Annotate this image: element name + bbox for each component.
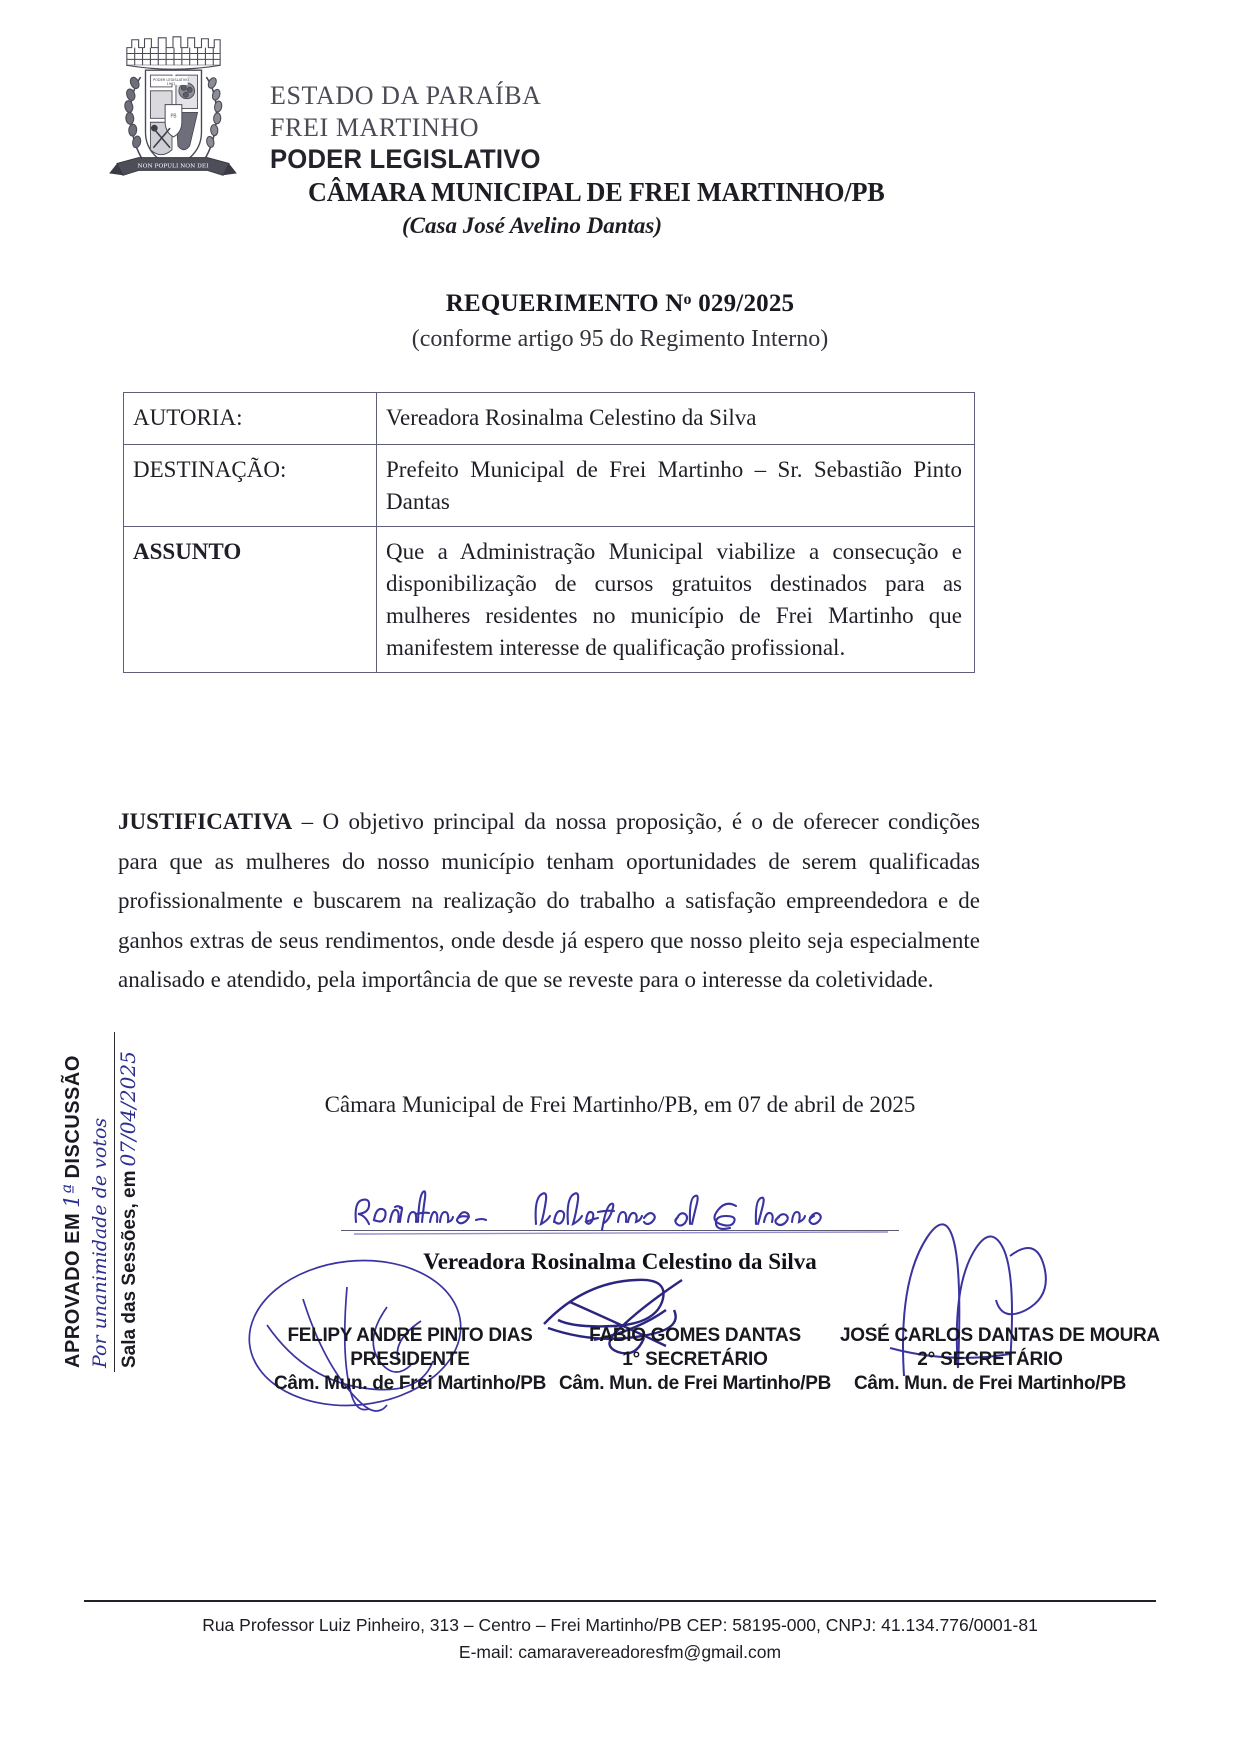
footer-email: E-mail: camaravereadoresfm@gmail.com (458, 1642, 782, 1663)
second-secretary-role: 2° SECRETÁRIO (917, 1349, 1063, 1370)
table-row (124, 527, 975, 673)
svg-text:PB: PB (170, 113, 177, 120)
stamp-approval-line (60, 1028, 85, 1368)
signature-block-president (260, 1325, 560, 1395)
justificativa-paragraph (118, 802, 980, 1000)
first-secretary-name: FABIO GOMES DANTAS (589, 1325, 801, 1346)
table-value-autoria: Vereadora Rosinalma Celestino da Silva (377, 393, 975, 445)
page-title-ordinal: o (683, 291, 692, 308)
table-value-assunto: Que a Administração Municipal viabilize a consecução e disponibilização de cursos gratuitos destinados para as mulheres residentes no município de Frei Martinho que manifestem interesse de qualificação profissional. (377, 527, 975, 673)
approval-stamp (58, 1030, 188, 1370)
header-titles (270, 22, 902, 240)
footer-address: Rua Professor Luiz Pinheiro, 313 – Centro – Frei Martinho/PB CEP: 58195-000, CNPJ: 41.134.776/0001-81 (202, 1615, 1038, 1635)
header-line-estado: ESTADO DA PARAÍBA (270, 81, 542, 110)
table-label-destinacao: DESTINAÇÃO: (124, 445, 377, 527)
second-secretary-organ: Câm. Mun. de Frei Martinho/PB (853, 1373, 1127, 1394)
document-footer (0, 1612, 1240, 1666)
stamp-session-line (116, 1028, 141, 1368)
coat-of-arms-icon (98, 26, 248, 191)
table-row (124, 445, 975, 527)
stamp-session-date: 07/04/2025 (116, 1051, 140, 1167)
table-label-autoria: AUTORIA: (124, 393, 377, 445)
signature-block-second-secretary (840, 1325, 1160, 1395)
stamp-approval-suffix: DISCUSSÃO (62, 1055, 84, 1179)
second-secretary-name: JOSÉ CARLOS DANTAS DE MOURA (840, 1325, 1160, 1346)
president-role: PRESIDENTE (350, 1349, 470, 1370)
council-signatures (200, 1205, 1160, 1405)
header-line-municipio: FREI MARTINHO (270, 112, 480, 142)
president-organ: Câm. Mun. de Frei Martinho/PB (273, 1373, 547, 1394)
first-secretary-organ: Câm. Mun. de Frei Martinho/PB (558, 1373, 832, 1394)
page-subtitle: (conforme artigo 95 do Regimento Interno) (411, 326, 829, 352)
motto-ribbon (109, 158, 237, 176)
table-label-assunto: ASSUNTO (124, 527, 377, 673)
requirement-table (123, 392, 975, 673)
header-line-poder: PODER LEGISLATIVO (270, 144, 541, 175)
stamp-session-prefix: Sala das Sessões, em (119, 1170, 140, 1368)
justificativa-body: – O objetivo principal da nossa proposição, é o de oferecer condições para que as mulheres do nosso município tenham oportunidades de serem qualificadas profissionalmente e buscarem na realização do trabalho a satisfação empreendedora e de ganhos extras de seus rendimentos, onde desde já espero que nosso pleito seja especialmente analisado e atendido, pela importância de que se reveste para o interesse da coletividade. (118, 809, 980, 993)
table-row (124, 393, 975, 445)
stamp-approval-prefix: APROVADO EM (62, 1212, 84, 1368)
page-title-text: REQUERIMENTO N (445, 290, 684, 317)
table-value-destinacao: Prefeito Municipal de Frei Martinho – Sr. Sebastião Pinto Dantas (377, 445, 975, 527)
first-secretary-role: 1° SECRETÁRIO (622, 1349, 768, 1370)
svg-text:1961: 1961 (166, 81, 176, 86)
stamp-approval-hand: 1ª (60, 1183, 84, 1208)
president-name: FELIPY ANDRE PINTO DIAS (287, 1325, 533, 1346)
local-and-date: Câmara Municipal de Frei Martinho/PB, em 07 de abril de 2025 (324, 1092, 916, 1117)
document-header (0, 22, 1240, 240)
page-title-number: 029/2025 (691, 290, 795, 317)
page-title (0, 290, 1240, 318)
motto-text: NON POPULI NON DEI (137, 163, 209, 170)
signature-block-first-secretary (545, 1325, 845, 1395)
author-printed-name: Vereadora Rosinalma Celestino da Silva (423, 1249, 817, 1274)
header-line-casa: (Casa José Avelino Dantas) (402, 213, 663, 239)
svg-text:PODER LEGISLATIVO: PODER LEGISLATIVO (153, 78, 190, 82)
coat-of-arms-container (88, 22, 258, 191)
footer-divider (84, 1600, 1156, 1602)
justificativa-heading: JUSTIFICATIVA (118, 809, 293, 834)
stamp-unanimity-line: Por unanimidade de votos (89, 1117, 111, 1368)
header-line-camara: CÂMARA MUNICIPAL DE FREI MARTINHO/PB (308, 177, 885, 208)
